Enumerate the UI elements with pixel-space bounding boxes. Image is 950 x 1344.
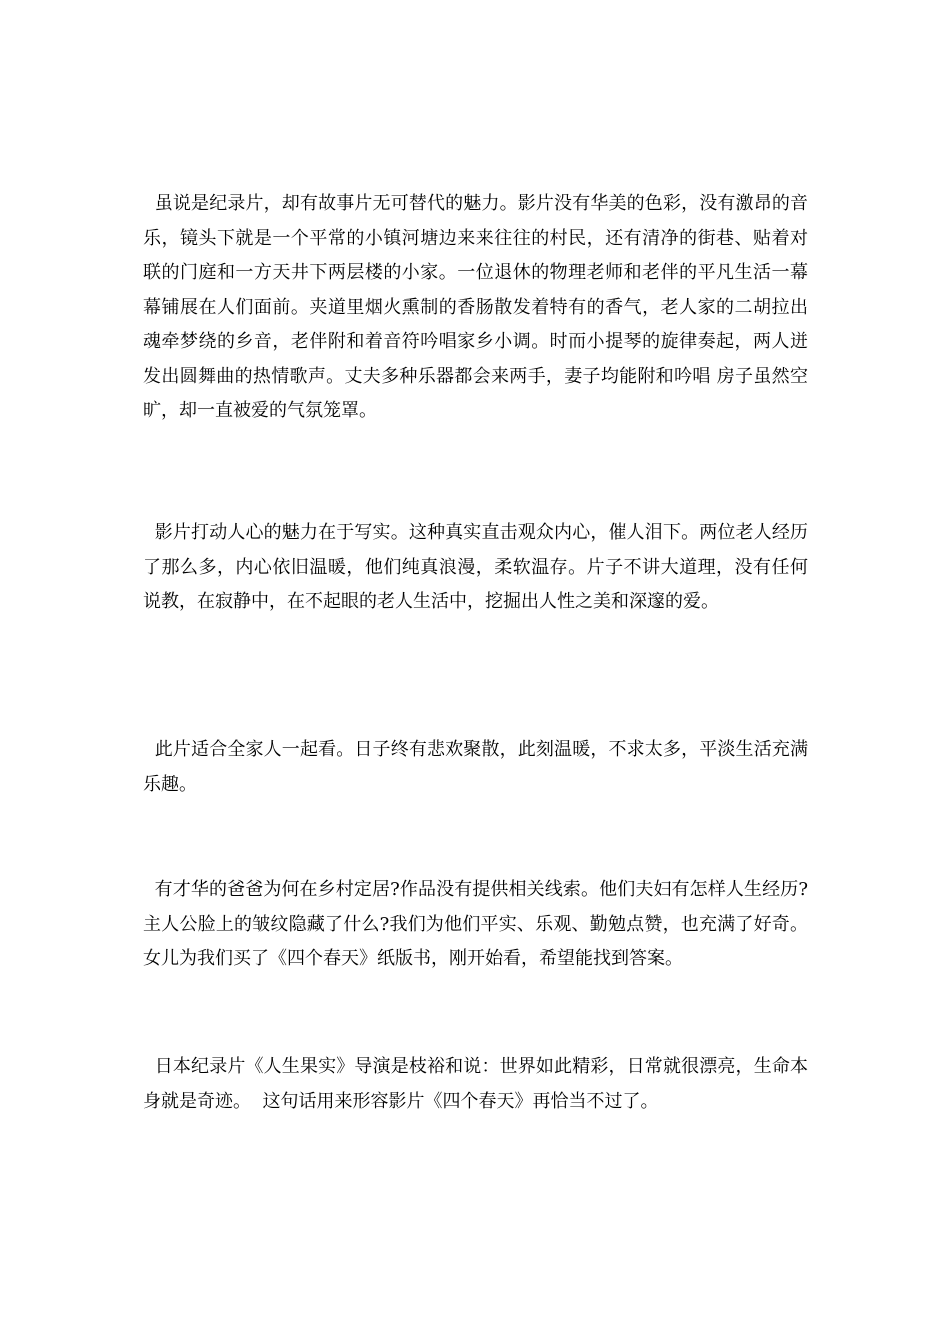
paragraph-2: 影片打动人心的魅力在于写实。这种真实直击观众内心，催人泪下。两位老人经历了那么多，内心依旧温暖，他们纯真浪漫，柔软温存。片子不讲大道理，没有任何说教，在寂静中，在不起眼的老人生活中，挖掘出人性之美和深邃的爱。: [143, 522, 808, 612]
paragraph-1: 虽说是纪录片，却有故事片无可替代的魅力。影片没有华美的色彩，没有激昂的音乐，镜头下就是一个平常的小镇河塘边来来往往的村民，还有清净的街巷、贴着对联的门庭和一方天井下两层楼的小家。一位退休的物理老师和老伴的平凡生活一幕幕铺展在人们面前。夹道里烟火熏制的香肠散发着特有的香气，老人家的二胡拉出魂牵梦绕的乡音，老伴附和着音符吟唱家乡小调。时而小提琴的旋律奏起，两人迸发出圆舞曲的热情歌声。丈夫多种乐器都会来两手，妻子均能附和吟唱 房子虽然空旷，却一直被爱的气氛笼罩。: [143, 193, 808, 421]
paragraph-4: 有才华的爸爸为何在乡村定居?作品没有提供相关线索。他们夫妇有怎样人生经历?主人公脸上的皱纹隐藏了什么?我们为他们平实、乐观、勤勉点赞，也充满了好奇。女儿为我们买了《四个春天》纸版书，刚开始看，希望能找到答案。: [143, 879, 808, 969]
paragraph-5: 日本纪录片《人生果实》导演是枝裕和说：世界如此精彩，日常就很漂亮，生命本身就是奇迹。 这句话用来形容影片《四个春天》再恰当不过了。: [143, 1056, 808, 1112]
paragraph-3: 此片适合全家人一起看。日子终有悲欢聚散，此刻温暖，不求太多，平淡生活充满乐趣。: [143, 739, 808, 795]
